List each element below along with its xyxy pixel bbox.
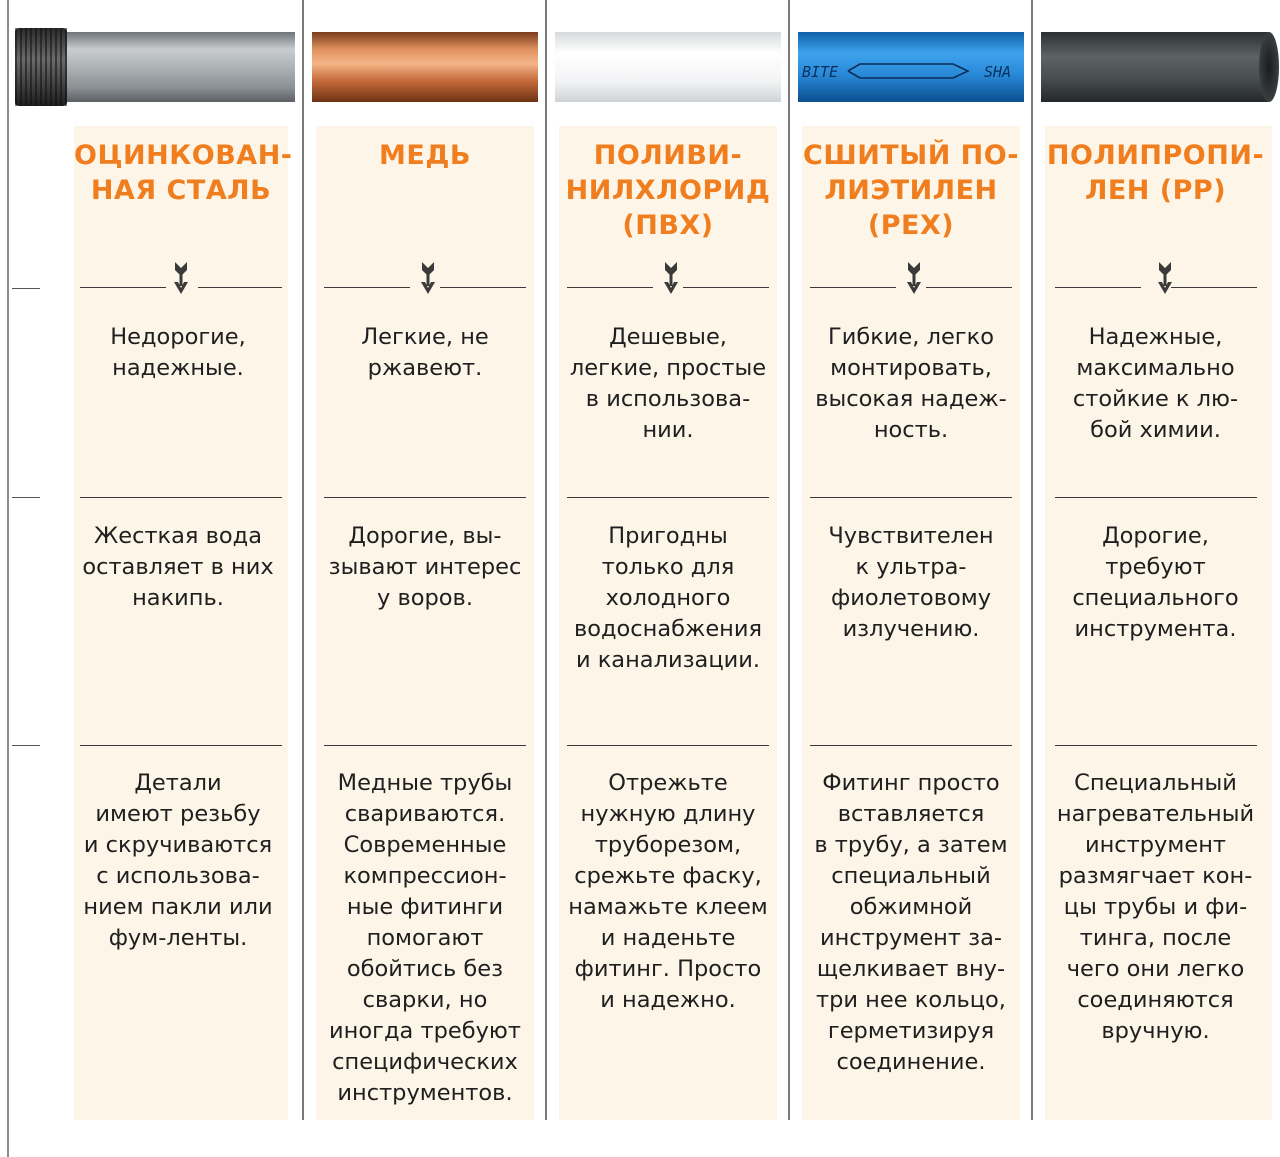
section-divider (790, 260, 1020, 300)
text-line: высокая надеж- (815, 386, 1007, 412)
text-line: Гибкие, легко (828, 324, 994, 350)
material-title (74, 138, 293, 208)
divider-line (80, 497, 282, 498)
pex-pipe-image (798, 28, 1024, 106)
divider-line (810, 497, 1012, 498)
text-line: иногда требуют (329, 1018, 521, 1044)
text-line: Пригодны (608, 523, 728, 549)
text-line: максимально (1076, 355, 1235, 381)
text-line: ные фитинги (346, 894, 504, 920)
text-line: щелкивает вну- (816, 956, 1006, 982)
material-column-steel (58, 0, 293, 1120)
material-column-pp (1033, 0, 1280, 1120)
text-line: Жесткая вода (94, 523, 262, 549)
text-line: нужную длину (580, 801, 756, 827)
text-line: специального (1072, 585, 1239, 611)
text-line: герметизируя (827, 1018, 995, 1044)
text-line: Легкие, не (361, 324, 489, 350)
material-column-copper (304, 0, 534, 1120)
text-line: соединение. (836, 1049, 986, 1075)
text-line: и канализации. (575, 647, 761, 673)
pex-mark-text: BITE (802, 63, 839, 81)
text-line: надежные. (112, 355, 244, 381)
copper-pipe-image (312, 28, 538, 106)
install-text (1045, 768, 1266, 1047)
title-line: ЛИЭТИЛЕН (824, 175, 998, 206)
text-line: тинга, после (1079, 925, 1232, 951)
section-divider (1033, 260, 1266, 300)
divider-line (440, 287, 526, 288)
divider-line (810, 745, 1012, 746)
section-divider (547, 260, 777, 300)
text-line: фитинг. Просто (574, 956, 762, 982)
divider-line (683, 287, 769, 288)
galvanized-steel-pipe-image (15, 28, 295, 106)
text-line: инструментов. (337, 1080, 513, 1106)
row-tick-cons (12, 497, 40, 498)
text-line: Дешевые, (609, 324, 727, 350)
text-line: Детали (134, 770, 222, 796)
material-column-pex (790, 0, 1020, 1120)
text-line: вручную. (1101, 1018, 1210, 1044)
text-line: вставляется (837, 801, 985, 827)
cons-text (316, 521, 534, 614)
text-line: Дорогие, (1102, 523, 1209, 549)
text-line: оставляет в них (82, 554, 274, 580)
text-line: водоснабжения (573, 616, 763, 642)
text-line: накипь. (132, 585, 224, 611)
text-line: Чувствителен (828, 523, 994, 549)
text-line: три нее кольцо, (816, 987, 1006, 1013)
text-line: обжимной (849, 894, 973, 920)
text-line: в трубу, а затем (814, 832, 1008, 858)
text-line: намажьте клеем (568, 894, 768, 920)
title-line: ЛЕН (PP) (1084, 175, 1227, 206)
text-line: имеют резьбу (95, 801, 261, 827)
text-line: и наденьте (600, 925, 736, 951)
title-line: СШИТЫЙ ПО- (803, 140, 1019, 171)
material-column-pvc (547, 0, 777, 1120)
text-line: инструмент (1084, 832, 1227, 858)
text-line: холодного (605, 585, 731, 611)
text-line: сварки, но (362, 987, 488, 1013)
install-text (316, 768, 534, 1109)
title-line: (PEX) (867, 210, 955, 241)
text-line: специальный (831, 863, 991, 889)
divider-line (567, 745, 769, 746)
row-tick-pros (12, 288, 40, 289)
text-line: компрессион- (343, 863, 507, 889)
title-line: НИЛХЛОРИД (565, 175, 771, 206)
text-line: легкие, простые (569, 355, 767, 381)
install-text (802, 768, 1020, 1078)
material-title (1045, 138, 1266, 208)
divider-line (80, 745, 282, 746)
text-line: помогают (366, 925, 484, 951)
divider-line (926, 287, 1012, 288)
text-line: соединяются (1077, 987, 1234, 1013)
title-line: ПОЛИВИ- (593, 140, 743, 171)
pros-text (1045, 322, 1266, 446)
section-divider (58, 260, 288, 300)
text-line: Медные трубы (337, 770, 513, 796)
arrow-down-icon (418, 260, 438, 298)
divider-line (1171, 287, 1257, 288)
arrow-down-icon (661, 260, 681, 298)
text-line: Недорогие, (110, 324, 246, 350)
text-line: фум-ленты. (108, 925, 248, 951)
text-line: труборезом, (594, 832, 742, 858)
text-line: инструмента. (1074, 616, 1237, 642)
text-line: инструмент за- (819, 925, 1003, 951)
material-title (802, 138, 1020, 243)
text-line: срежьте фаску, (574, 863, 762, 889)
arrow-down-icon (171, 260, 191, 298)
divider-line (198, 287, 282, 288)
text-line: нием пакли или (83, 894, 273, 920)
divider-line (567, 287, 653, 288)
text-line: обойтись без (346, 956, 504, 982)
text-line: Отрежьте (608, 770, 728, 796)
text-line: нагревательный (1056, 801, 1255, 827)
text-line: к ультра- (855, 554, 967, 580)
cons-text (559, 521, 777, 676)
divider-line (324, 497, 526, 498)
text-line: только для (601, 554, 735, 580)
arrow-down-icon (904, 260, 924, 298)
pros-text (68, 322, 288, 384)
cons-text (802, 521, 1020, 645)
text-line: Специальный (1074, 770, 1237, 796)
text-line: Дорогие, вы- (348, 523, 502, 549)
text-line: требуют (1105, 554, 1206, 580)
text-line: зывают интерес (328, 554, 522, 580)
polypropylene-pipe-image (1041, 28, 1280, 106)
title-line: ОЦИНКОВАН- (74, 140, 293, 171)
title-line: (ПВХ) (622, 210, 714, 241)
pros-text (316, 322, 534, 384)
pros-text (559, 322, 777, 446)
text-line: фиолетовому (830, 585, 992, 611)
text-line: Современные (343, 832, 507, 858)
text-line: цы трубы и фи- (1063, 894, 1248, 920)
title-line: НАЯ СТАЛЬ (90, 175, 272, 206)
text-line: ность. (873, 417, 949, 443)
text-line: бой химии. (1090, 417, 1221, 443)
divider-line (80, 287, 166, 288)
divider-line (1055, 745, 1257, 746)
row-tick-install (12, 745, 40, 746)
material-title (316, 138, 534, 173)
text-line: с использова- (96, 863, 260, 889)
left-frame-line (7, 0, 9, 1157)
arrow-down-icon (1155, 260, 1175, 298)
cons-text (1045, 521, 1266, 645)
divider-line (1055, 287, 1141, 288)
divider-line (567, 497, 769, 498)
section-divider (304, 260, 534, 300)
text-line: и скручиваются (83, 832, 273, 858)
text-line: чего они легко (1066, 956, 1245, 982)
text-line: и надежно. (600, 987, 736, 1013)
text-line: размягчает кон- (1058, 863, 1253, 889)
text-line: ржавеют. (367, 355, 483, 381)
pros-text (802, 322, 1020, 446)
text-line: монтировать, (830, 355, 992, 381)
divider-line (810, 287, 896, 288)
divider-line (324, 287, 410, 288)
title-line: МЕДЬ (379, 140, 471, 171)
text-line: свариваются. (344, 801, 506, 827)
text-line: стойкие к лю- (1072, 386, 1239, 412)
cons-text (68, 521, 288, 614)
install-text (559, 768, 777, 1016)
text-line: нии. (642, 417, 694, 443)
material-title (559, 138, 777, 243)
text-line: в использова- (585, 386, 751, 412)
text-line: специфических (332, 1049, 518, 1075)
pex-mark-text: SHA (984, 63, 1012, 81)
text-line: Надежные, (1088, 324, 1223, 350)
title-line: ПОЛИПРОПИ- (1046, 140, 1265, 171)
divider-line (1055, 497, 1257, 498)
text-line: излучению. (842, 616, 980, 642)
install-text (68, 768, 288, 954)
text-line: Фитинг просто (822, 770, 1000, 796)
text-line: у воров. (377, 585, 473, 611)
pvc-pipe-image (555, 28, 781, 106)
divider-line (324, 745, 526, 746)
